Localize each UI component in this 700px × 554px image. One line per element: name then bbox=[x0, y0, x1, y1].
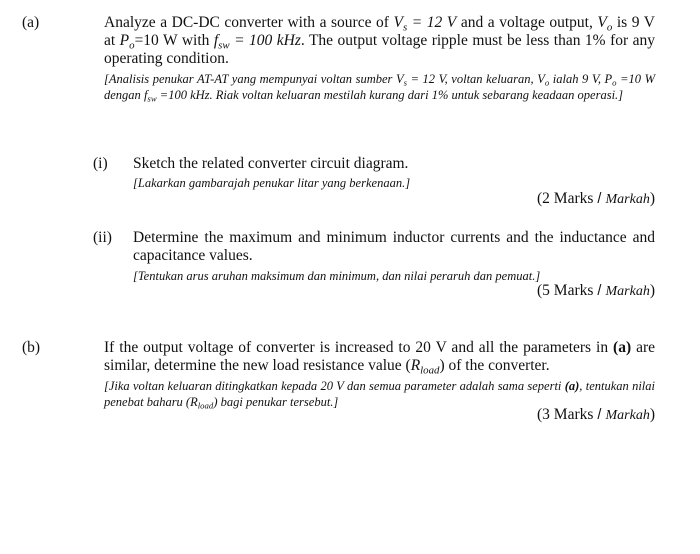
sub-question-i bbox=[133, 155, 655, 191]
part-a-english-text: Analyze a DC-DC converter with a source of $V_s = 12$ V and a voltage output, $V_o$ is 9 V at $P_o=10$ W with $f_{sw} = 100$ kHz. The output voltage ripple must be less than 1% for any operating condition. bbox=[104, 14, 655, 67]
part-a-label: (a) bbox=[22, 14, 40, 31]
sub-question-i-label: (i) bbox=[93, 155, 108, 172]
sub-question-i-malay-text: [Lakarkan gambarajah penukar litar yang berkenaan.] bbox=[133, 176, 411, 190]
sub-question-ii-marks: (5 Marks / Markah) bbox=[537, 282, 655, 299]
part-b-english-text: If the output voltage of converter is increased to 20 V and all the parameters in (a) are similar, determine the new load resistance value $(R_{load})$ of the converter. bbox=[104, 339, 655, 377]
sub-question-ii bbox=[133, 229, 655, 284]
sub-question-ii-malay-text: [Tentukan arus aruhan maksimum dan minimum, dan nilai peraruh dan pemuat.] bbox=[133, 269, 541, 283]
part-a-question bbox=[104, 14, 655, 103]
part-a-malay-text: [Analisis penukar AT-AT yang mempunyai voltan sumber $V_s = 12$ V, voltan keluaran, $V_o$ ialah 9 V, $P_o =10$ W dengan $f_{sw} =100$ kHz. Riak voltan keluaran mestilah kurang dari 1% untuk sebarang keadaan operasi.] bbox=[104, 72, 655, 104]
sub-question-ii-english-text: Determine the maximum and minimum inductor currents and the inductance and capacitance values. bbox=[133, 229, 655, 264]
part-b-question bbox=[104, 339, 655, 410]
sub-question-i-english-text: Sketch the related converter circuit diagram. bbox=[133, 155, 409, 172]
part-b-label: (b) bbox=[22, 339, 41, 356]
part-b-marks: (3 Marks / Markah) bbox=[537, 406, 655, 423]
part-b-malay-text: [Jika voltan keluaran ditingkatkan kepada 20 V dan semua parameter adalah sama seperti (a), tentukan nilai penebat baharu $(R_{load})$ bagi penukar tersebut.] bbox=[104, 379, 655, 411]
sub-question-ii-label: (ii) bbox=[93, 229, 112, 246]
sub-question-i-marks: (2 Marks / Markah) bbox=[537, 190, 655, 207]
